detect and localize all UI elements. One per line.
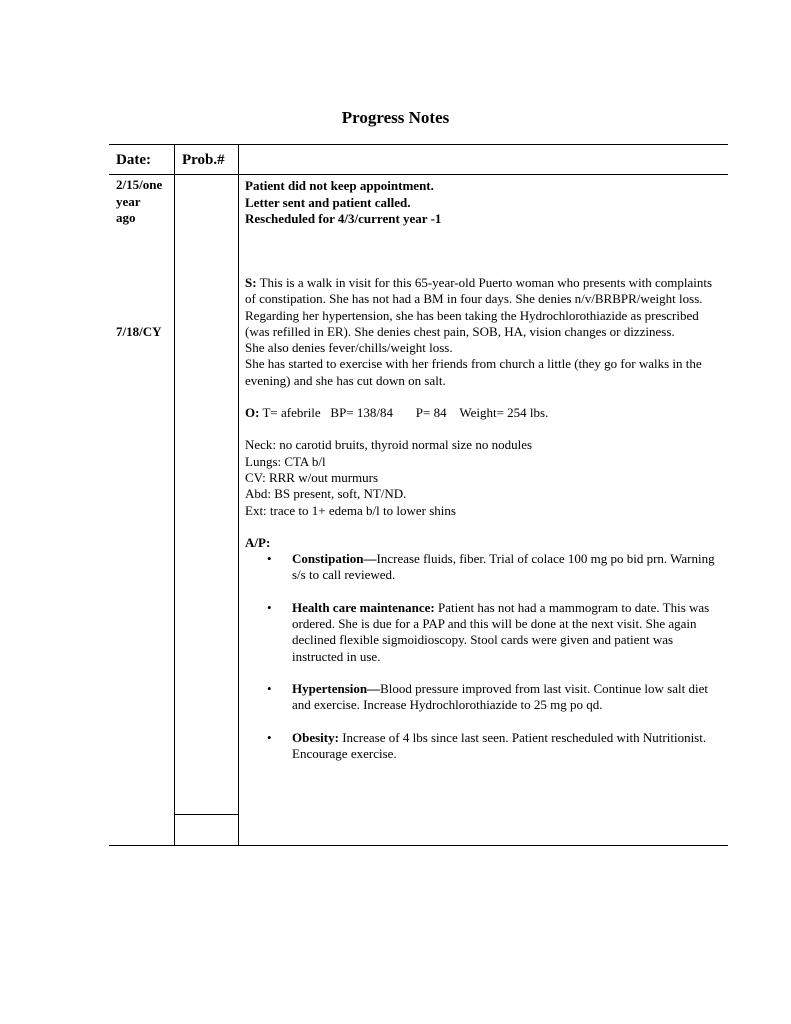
plan-item [245,681,715,714]
exam-line: CV: RRR w/out murmurs [245,469,379,485]
entry-1-date-line: ago [116,210,136,225]
subjective-section [245,275,715,340]
prob-column-last-row-border [174,814,238,815]
entry-1-note-line: Letter sent and patient called. [245,194,411,210]
date-prob-divider [174,144,175,846]
subjective-line-2: She also denies fever/chills/weight loss. [245,340,453,356]
date-column-header: Date: [116,152,151,168]
exam-line: Lungs: CTA b/l [245,453,326,469]
plan-item [245,730,715,763]
prob-column-header: Prob.# [182,152,225,168]
bullet-icon: • [267,680,272,696]
objective-label: O: [245,405,260,421]
plan-item-text: Increase fluids, fiber. Trial of colace 100 mg po bid prn. Warning s/s to call reviewed. [292,551,715,583]
physical-exam [245,437,715,518]
subjective-line-3: She has started to exercise with her friends from church a little (they go for walks in the evening) and she has cut down on salt. [245,356,702,388]
plan-item-text: Patient has not had a mammogram to date. This was ordered. She is due for a PAP and this will be done at the next visit. She again declined flexible sigmoidioscopy. Stool cards were given and patient was instructed in use. [292,599,710,664]
bullet-icon: • [267,551,272,567]
entry-1-date-line: 2/15/one [116,177,163,192]
bullet-icon: • [267,599,272,615]
subjective-text: This is a walk in visit for this 65-year-old Puerto woman who presents with complaints of constipation. She has not had a BM in four days. She denies n/v/BRBPR/weight loss. Regarding her hypertension, she has been taking the Hydrochlorothiazide as prescribed (was refilled in ER). She denies chest pain, SOB, HA, vision changes or dizziness. [245,275,713,339]
plan-item-text: Increase of 4 lbs since last seen. Patient rescheduled with Nutritionist. Encourage exercise. [292,729,707,761]
entry-1-date-line: year [116,193,141,209]
bullet-icon: • [267,729,272,745]
entry-1-date [116,177,162,227]
entry-1-note-line: Rescheduled for 4/3/current year -1 [245,211,442,226]
assessment-plan-label: A/P: [245,534,271,550]
exam-line: Abd: BS present, soft, NT/ND. [245,486,407,502]
objective-vitals: T= afebrile BP= 138/84 P= 84 Weight= 254 lbs. [262,405,549,421]
plan-item [245,551,715,584]
page-title: Progress Notes [341,108,450,127]
prob-notes-divider [238,144,239,846]
header-bottom-border [109,174,728,175]
exam-line: Ext: trace to 1+ edema b/l to lower shins [245,502,456,518]
assessment-plan-list [245,551,715,762]
objective-section [245,405,715,421]
entry-1-note-line: Patient did not keep appointment. [245,178,434,193]
table-bottom-border [109,845,728,846]
plan-item-title: Hypertension— [292,680,381,696]
table-top-border [109,144,728,145]
entry-1-note [245,178,715,228]
entry-2-date: 7/18/CY [116,324,162,339]
plan-item-title: Constipation— [292,551,377,567]
subjective-label: S: [245,275,257,290]
exam-line: Neck: no carotid bruits, thyroid normal size no nodules [245,437,533,453]
plan-item-text: Blood pressure improved from last visit. Continue low salt diet and exercise. Increase Hydrochlorothiazide to 25 mg po qd. [292,680,708,713]
plan-item-title: Health care maintenance: [292,599,435,615]
plan-item [245,600,715,665]
entry-2-note [245,275,715,778]
plan-item-title: Obesity: [292,729,339,745]
